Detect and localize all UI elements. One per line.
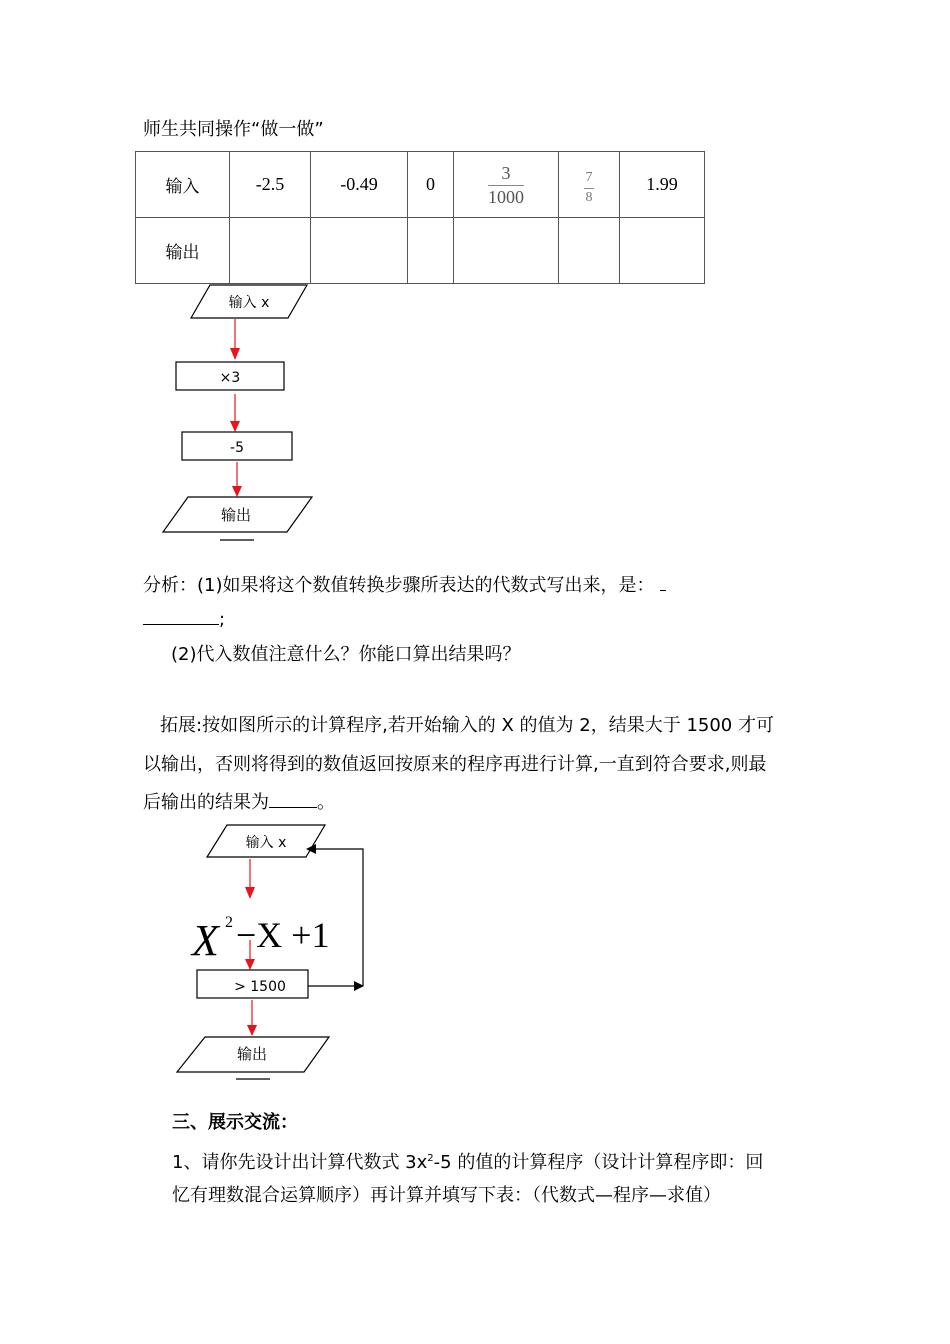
input-parallelogram <box>207 825 325 857</box>
input-label: 输入 x <box>228 295 270 311</box>
input-cell-fraction <box>454 152 559 218</box>
input-cell-fraction <box>559 152 620 218</box>
item-1-text-b: -5 的值的计算程序（设计计算程序即：回 <box>433 1152 764 1173</box>
output-label: 输出 <box>220 506 252 524</box>
semicolon: ; <box>219 609 226 630</box>
expression <box>190 914 330 965</box>
fraction-numerator: 7 <box>585 169 593 185</box>
analysis-q2: (2)代入数值注意什么？你能口算出结果吗？ <box>171 644 521 665</box>
extension-line-3 <box>143 791 335 813</box>
output-parallelogram <box>177 1037 329 1072</box>
row-label-input: 输入 <box>136 152 230 218</box>
minus-5-box <box>182 432 292 460</box>
step1-label: ×3 <box>219 370 241 386</box>
table-row-output <box>136 218 705 284</box>
output-label: 输出 <box>236 1045 268 1063</box>
section-3-item-1-line-1 <box>172 1149 763 1173</box>
item-1-text-a: 1、请你先设计出计算代数式 3x <box>172 1152 428 1173</box>
output-cell[interactable] <box>311 218 408 284</box>
output-cell[interactable] <box>408 218 454 284</box>
output-cell[interactable] <box>454 218 559 284</box>
section-3-item-1-line-2: 忆有理数混合运算顺序）再计算并填写下表：（代数式—程序—求值） <box>172 1185 721 1206</box>
extension-line-3-text: 后输出的结果为 <box>143 792 269 813</box>
section-3-heading: 三、展示交流： <box>172 1112 298 1133</box>
input-cell: 0 <box>408 152 454 218</box>
condition-box <box>197 970 308 998</box>
table-row-input <box>136 152 705 218</box>
answer-blank[interactable] <box>660 574 666 591</box>
flowchart-2 <box>170 815 380 1085</box>
fraction-bar <box>584 188 594 189</box>
input-cell: 1.99 <box>620 152 705 218</box>
arrow-head-icon <box>232 486 242 497</box>
fraction-bar <box>488 185 524 186</box>
condition-label: > 1500 <box>234 979 286 995</box>
arrow-head-icon <box>230 421 240 432</box>
arrow-head-icon <box>230 348 240 360</box>
analysis-q1-continued <box>143 608 225 630</box>
expression-base: X <box>192 916 219 965</box>
input-cell: -0.49 <box>311 152 408 218</box>
arrow-head-icon <box>245 959 255 970</box>
input-output-table <box>135 151 705 284</box>
answer-blank[interactable] <box>143 608 219 625</box>
output-cell[interactable] <box>559 218 620 284</box>
arrow-head-icon <box>245 887 255 899</box>
output-parallelogram <box>163 497 312 532</box>
fraction-denominator: 1000 <box>488 187 524 207</box>
superscript: 2 <box>427 1153 434 1164</box>
row-label-output: 输出 <box>136 218 230 284</box>
section-intro-title: 师生共同操作“做一做” <box>143 119 324 140</box>
fraction-7-8 <box>584 171 594 205</box>
input-parallelogram <box>191 285 307 318</box>
input-label: 输入 x <box>245 835 287 851</box>
extension-line-2: 以输出，否则将得到的数值返回按原来的程序再进行计算,一直到符合要求,则最 <box>143 754 767 775</box>
input-cell: -2.5 <box>230 152 311 218</box>
step2-label: -5 <box>230 440 244 456</box>
output-cell[interactable] <box>620 218 705 284</box>
analysis-q1 <box>143 574 666 596</box>
multiply-3-box <box>176 362 284 390</box>
flowchart-1 <box>150 280 350 550</box>
analysis-q1-text: 分析：(1)如果将这个数值转换步骤所表达的代数式写出来，是： <box>143 575 655 596</box>
fraction-numerator: 3 <box>501 163 511 183</box>
expression-exponent: 2 <box>225 914 233 931</box>
fraction-3-1000 <box>488 164 524 206</box>
output-cell[interactable] <box>230 218 311 284</box>
fraction-denominator: 8 <box>585 189 593 205</box>
answer-blank[interactable] <box>269 791 317 808</box>
extension-line-1: 拓展:按如图所示的计算程序,若开始输入的 X 的值为 2，结果大于 1500 才可 <box>160 715 774 736</box>
expression-rest: −X +1 <box>236 915 330 955</box>
arrow-head-icon <box>247 1025 257 1036</box>
period: 。 <box>317 792 335 813</box>
